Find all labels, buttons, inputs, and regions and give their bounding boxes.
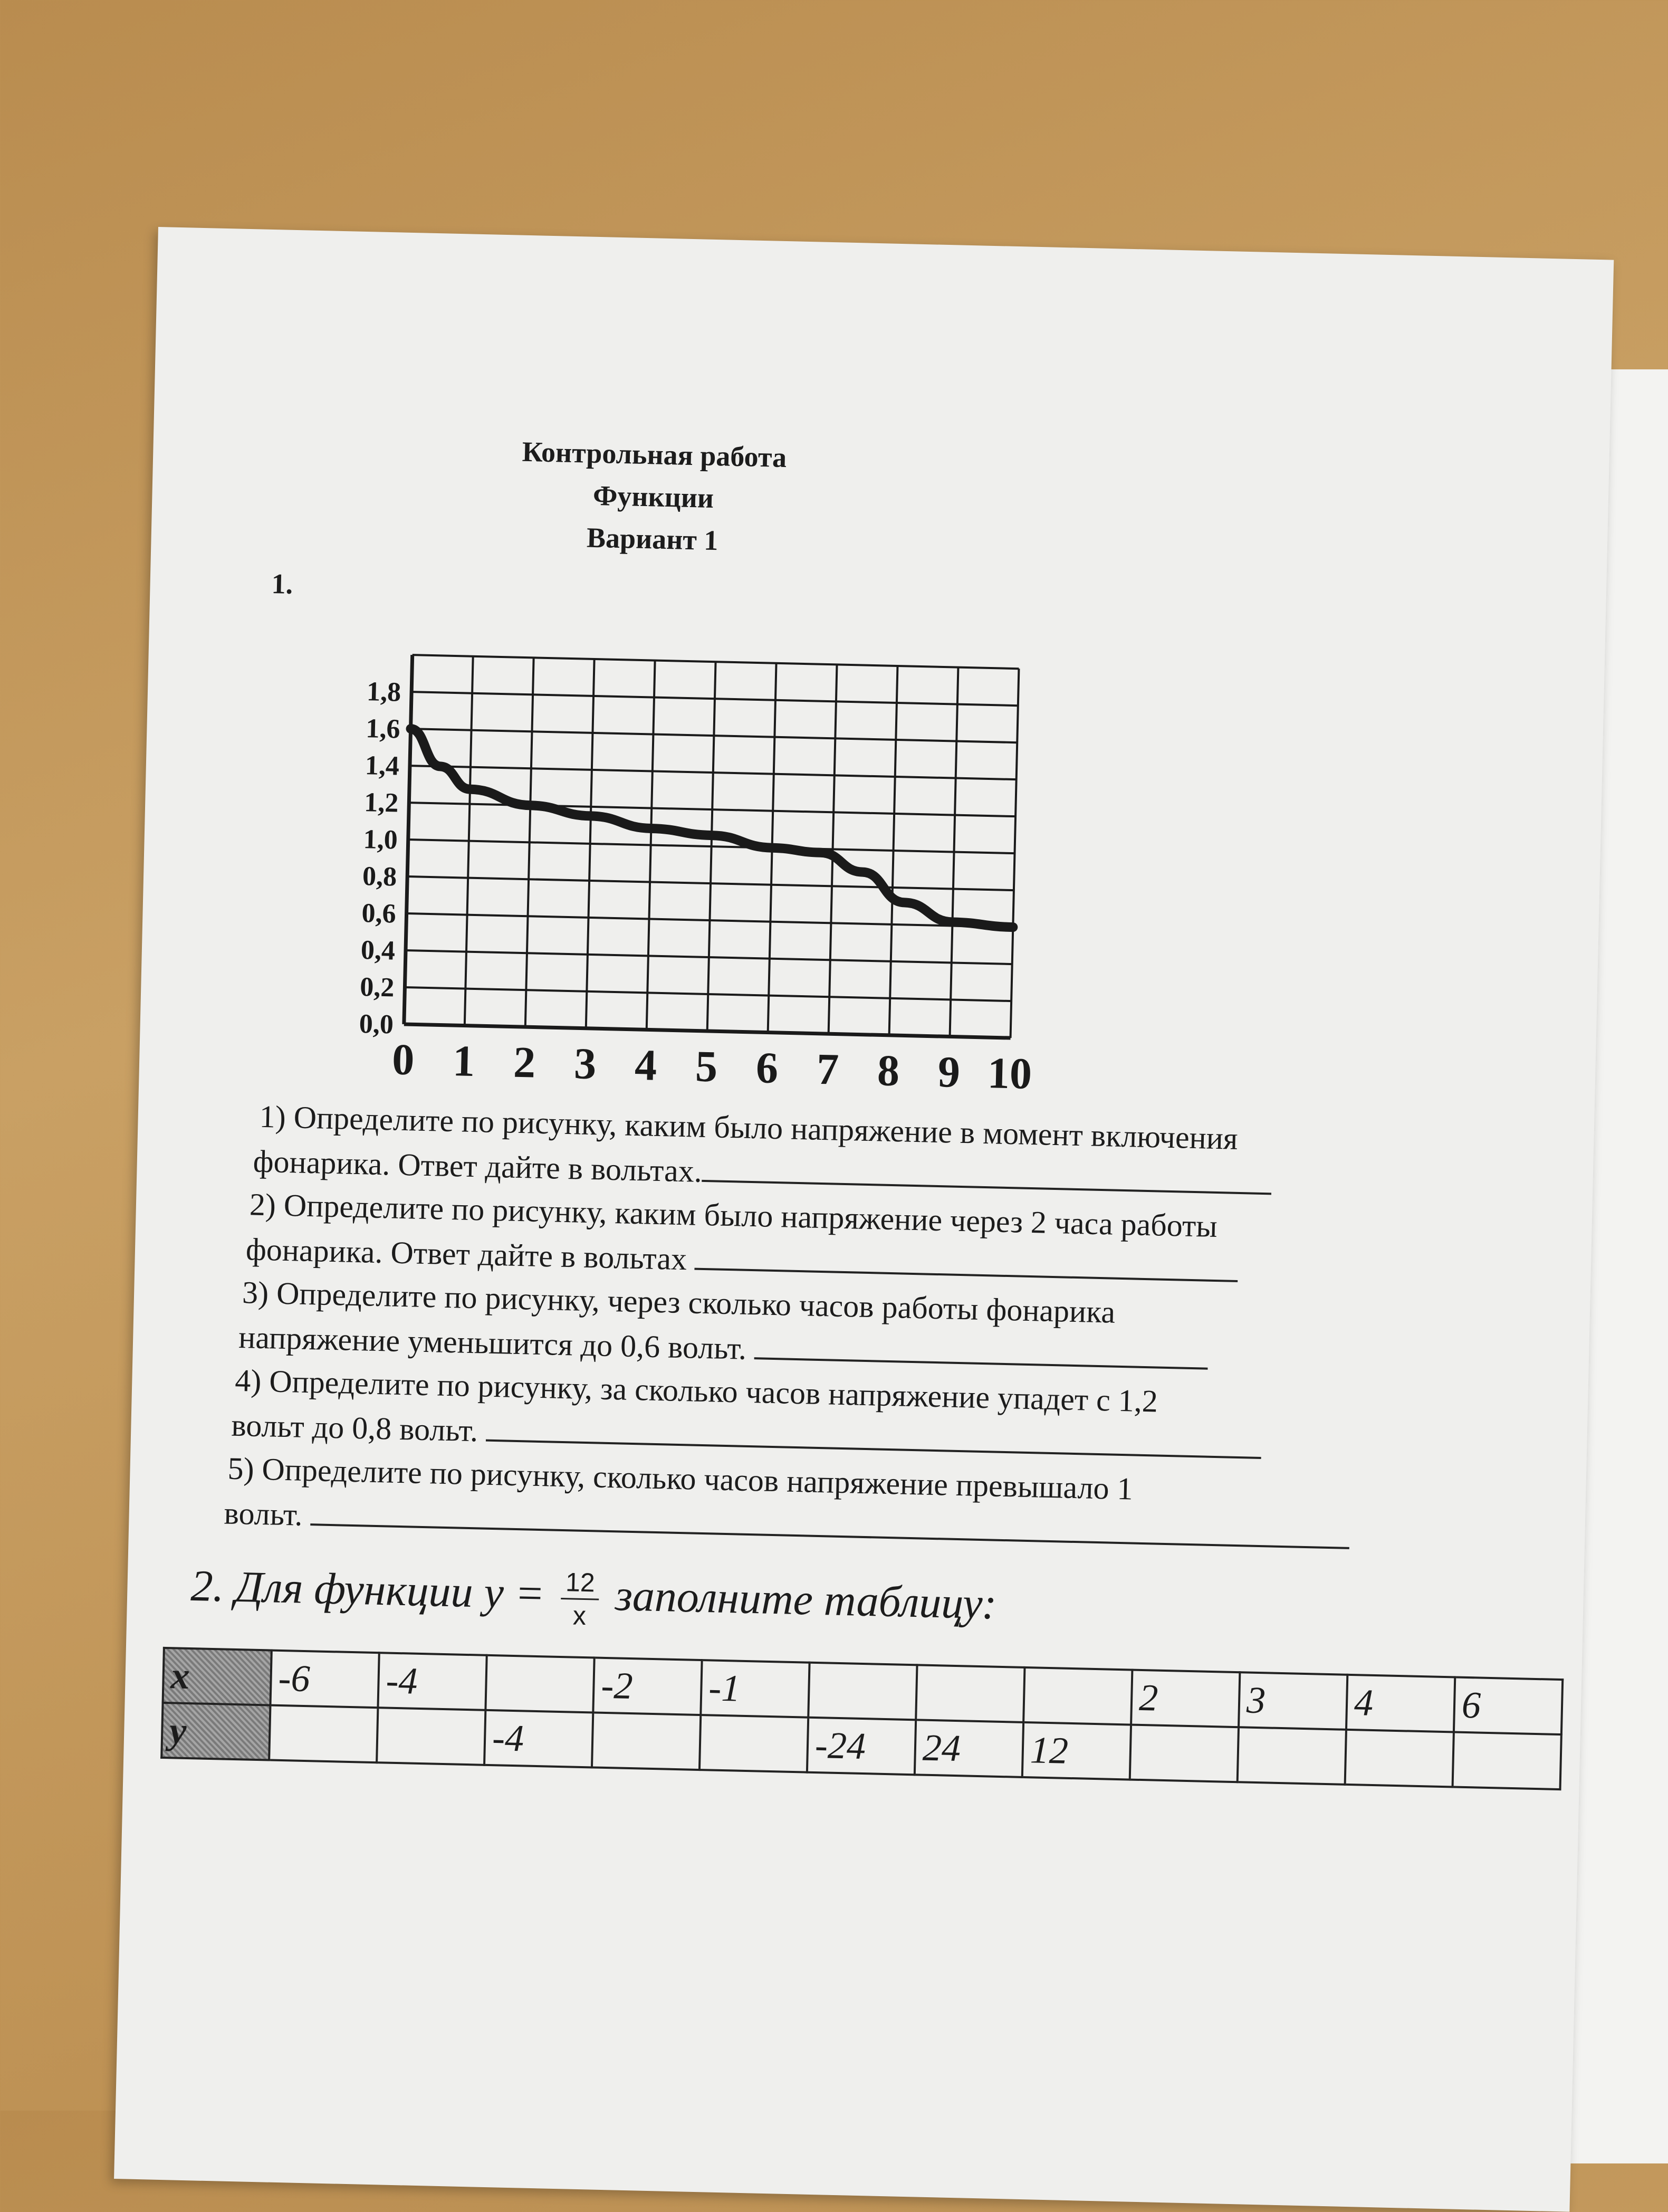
table-cell-y[interactable]: -24 [807,1718,916,1775]
table-cell-y[interactable] [1130,1725,1239,1782]
table-cell-y[interactable]: 12 [1022,1722,1131,1780]
task-1-questions [208,1094,1378,1561]
y-tick-label: 0,0 [359,1009,394,1040]
x-tick-label: 6 [755,1043,779,1093]
table-cell-x[interactable]: -1 [701,1660,809,1718]
x-tick-label: 9 [937,1047,961,1097]
x-tick-label: 3 [573,1039,597,1089]
x-tick-label: 5 [695,1042,718,1092]
table-cell-x[interactable]: 4 [1346,1675,1455,1732]
y-tick-label: 0,8 [362,861,397,892]
question-1-line-2: фонарика. Ответ дайте в вольтах. [253,1138,1377,1208]
question-2-line-2: фонарика. Ответ дайте в вольтах [245,1226,1375,1296]
task-2-prefix: 2. Для функции y = [190,1561,545,1619]
y-tick-label: 0,2 [359,972,395,1003]
question-5-line-1: 5) Определите по рисунку, сколько часов напряжение превышало 1 [227,1451,1134,1507]
y-tick-label: 0,6 [361,898,397,929]
header-title: Контрольная работа [522,435,787,474]
y-tick-label: 0,4 [360,935,396,966]
y-tick-label: 1,8 [366,676,401,708]
x-tick-label: 7 [816,1044,840,1094]
table-cell-x[interactable]: 2 [1131,1670,1240,1728]
table-cell-x[interactable]: -4 [378,1653,486,1710]
table-cell-y[interactable]: 24 [915,1720,1023,1777]
question-2-line-1: 2) Определите по рисунку, каким было напряжение через 2 часа работы [249,1187,1218,1244]
worksheet-header [151,422,1156,571]
question-1-line-1: 1) Определите по рисунку, каким было напряжение в момент включения [259,1099,1239,1156]
table-cell-y[interactable] [592,1712,701,1770]
question-4-line-2: вольт до 0,8 вольт. [231,1402,1371,1473]
table-cell-y[interactable] [1238,1727,1346,1785]
y-tick-label: 1,2 [363,787,399,818]
y-tick-label: 1,0 [363,824,398,855]
row-header-x: x [163,1648,272,1705]
table-cell-y[interactable] [1453,1732,1561,1789]
table-cell-x[interactable] [485,1655,594,1713]
voltage-chart [298,632,1204,1099]
table-cell-y[interactable] [699,1715,808,1772]
question-3-line-1: 3) Определите по рисунку, через сколько часов работы фонарика [242,1275,1116,1330]
question-5-line-2: вольт. [224,1490,1369,1560]
fraction-numerator: 12 [561,1566,599,1600]
table-cell-x[interactable]: 6 [1454,1677,1562,1734]
task-2-suffix: заполните таблицу: [615,1571,998,1629]
table-cell-x[interactable] [1023,1667,1132,1725]
x-tick-label: 4 [634,1040,658,1090]
x-tick-label: 2 [513,1037,536,1088]
table-cell-x[interactable]: -6 [270,1651,379,1708]
worksheet-page [114,227,1614,2212]
question-3-line-2: напряжение уменьшится до 0,6 вольт. [238,1314,1373,1385]
table-cell-x[interactable]: -2 [593,1657,702,1715]
table-cell-x[interactable] [808,1663,917,1720]
question-4-line-1: 4) Определите по рисунку, за сколько часов напряжение упадет с 1,2 [234,1362,1158,1419]
table-cell-y[interactable] [269,1705,378,1763]
header-topic: Функции [592,479,714,514]
x-tick-label: 10 [986,1048,1033,1099]
table-cell-x[interactable]: 3 [1239,1672,1347,1730]
x-tick-label: 0 [391,1035,415,1085]
task-2-prompt [190,1558,998,1641]
function-value-table [160,1647,1564,1790]
task-1-number: 1. [271,568,293,600]
table-cell-y[interactable] [377,1708,485,1765]
x-tick-label: 1 [452,1036,476,1086]
fraction-12-over-x [560,1566,599,1632]
table-cell-x[interactable] [916,1665,1024,1722]
header-variant: Вариант 1 [586,521,719,557]
x-tick-label: 8 [877,1046,900,1096]
table-cell-y[interactable]: -4 [484,1710,593,1768]
y-tick-label: 1,6 [365,713,401,745]
y-tick-label: 1,4 [365,750,400,781]
row-header-y: y [161,1703,270,1760]
table-cell-y[interactable] [1345,1730,1454,1787]
fraction-denominator: x [572,1600,587,1631]
